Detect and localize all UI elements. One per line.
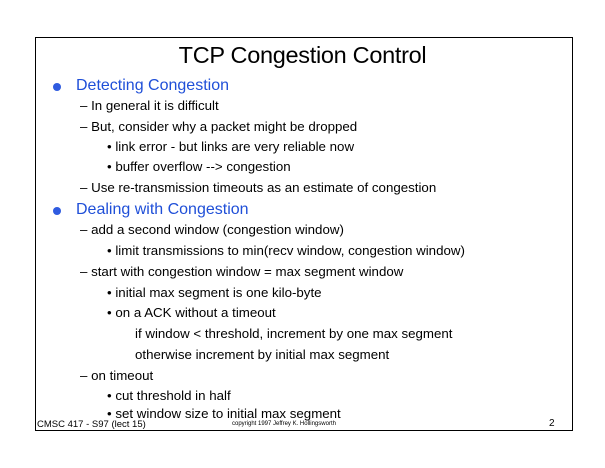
sub-bullet: – add a second window (congestion window) xyxy=(80,222,344,237)
heading-dealing-with-congestion: Dealing with Congestion xyxy=(76,201,249,218)
bullet-dot-icon xyxy=(53,207,61,215)
sub-bullet: – on timeout xyxy=(80,368,154,383)
sub-sub-bullet: • on a ACK without a timeout xyxy=(107,305,276,320)
sub-sub-bullet: • buffer overflow --> congestion xyxy=(107,159,291,174)
bullet-dot-icon xyxy=(53,83,61,91)
sub-sub-bullet: • initial max segment is one kilo-byte xyxy=(107,285,322,300)
sub-sub-bullet: • cut threshold in half xyxy=(107,388,231,403)
page-number: 2 xyxy=(549,418,555,429)
detail-line: if window < threshold, increment by one max segment xyxy=(135,326,453,341)
sub-bullet: – Use re-transmission timeouts as an estimate of congestion xyxy=(80,180,437,195)
slide-title: TCP Congestion Control xyxy=(178,42,427,68)
footer-course: CMSC 417 - S97 (lect 15) xyxy=(37,419,146,430)
heading-detecting-congestion: Detecting Congestion xyxy=(76,77,229,94)
sub-sub-bullet: • limit transmissions to min(recv window, congestion window) xyxy=(107,243,465,258)
sub-sub-bullet: • link error - but links are very reliable now xyxy=(107,139,355,154)
sub-bullet: – But, consider why a packet might be dropped xyxy=(80,119,358,134)
footer-copyright: copyright 1997 Jeffrey K. Hollingsworth xyxy=(232,421,336,427)
detail-line: otherwise increment by initial max segment xyxy=(135,347,390,362)
sub-bullet: – In general it is difficult xyxy=(80,98,219,113)
sub-bullet: – start with congestion window = max segment window xyxy=(80,264,404,279)
sub-sub-bullet: • set window size to initial max segment xyxy=(107,406,341,421)
